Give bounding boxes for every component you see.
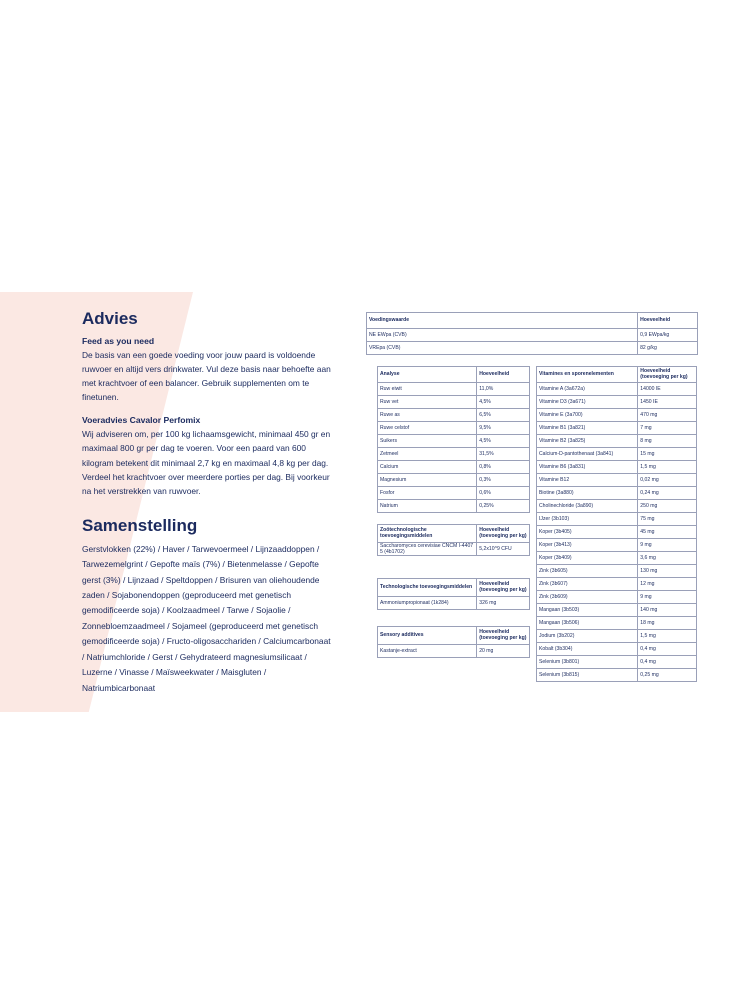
table-header-cell: Hoeveelheid xyxy=(477,367,530,383)
table-row xyxy=(537,565,697,578)
table-row xyxy=(537,591,697,604)
table-row xyxy=(378,461,530,474)
table-value-cell: 1,5 mg xyxy=(638,630,697,643)
analyse-table xyxy=(377,366,530,513)
table-row xyxy=(537,643,697,656)
table-header-cell: Hoeveelheid (toevoeging per kg) xyxy=(638,367,697,383)
table-label-cell: Vitamine B6 (3a831) xyxy=(537,461,638,474)
table-value-cell: 326 mg xyxy=(477,597,530,610)
table-label-cell: Mangaan (3b506) xyxy=(537,617,638,630)
advies-title: Advies xyxy=(82,309,138,328)
table-row xyxy=(537,383,697,396)
table-row xyxy=(537,526,697,539)
table-value-cell: 6,5% xyxy=(477,409,530,422)
table-value-cell: 130 mg xyxy=(638,565,697,578)
table-label-cell: NE EWpa (CVB) xyxy=(367,329,638,342)
table-row xyxy=(378,383,530,396)
table-label-cell: Cholinechloride (3a890) xyxy=(537,500,638,513)
zootechnologisch-header-row xyxy=(378,525,530,543)
table-value-cell: 5,2x10^9 CFU xyxy=(477,543,530,556)
table-label-cell: Ruw vet xyxy=(378,396,477,409)
table-row xyxy=(367,342,698,355)
table-row xyxy=(537,448,697,461)
table-label-cell: Vitamine E (3a700) xyxy=(537,409,638,422)
table-row xyxy=(537,474,697,487)
table-label-cell: Vitamine A (3a672a) xyxy=(537,383,638,396)
table-label-cell: Natrium xyxy=(378,500,477,513)
voedingswaarde-table xyxy=(366,312,698,355)
table-value-cell: 9 mg xyxy=(638,539,697,552)
table-label-cell: Vitamine B1 (3a821) xyxy=(537,422,638,435)
table-row xyxy=(537,396,697,409)
table-label-cell: Selenium (3b815) xyxy=(537,669,638,682)
table-row xyxy=(378,396,530,409)
table-label-cell: Jodium (3b202) xyxy=(537,630,638,643)
table-label-cell: Vitamine B2 (3a825) xyxy=(537,435,638,448)
table-header-cell: Hoeveelheid xyxy=(638,313,698,329)
table-row xyxy=(378,422,530,435)
table-row xyxy=(537,669,697,682)
samenstelling-title: Samenstelling xyxy=(82,515,198,535)
table-label-cell: Saccharomyces cerevisiae CNCM I-4407 5 (4b1702) xyxy=(378,543,477,556)
table-row xyxy=(537,500,697,513)
feed-text: De basis van een goede voeding voor jouw paard is voldoende ruwvoer en altijd vers drinkwater. Vul deze basis naar behoefte aan met krachtvoer of een balancer. Gebruik supplementen om te finetunen. xyxy=(82,350,331,403)
table-label-cell: Calcium-D-pantothenaat (3a841) xyxy=(537,448,638,461)
table-value-cell: 82 g/kg xyxy=(638,342,698,355)
table-label-cell: Zink (3b605) xyxy=(537,565,638,578)
samenstelling-text: Gerstvlokken (22%) / Haver / Tarwevoermeel / Lijnzaaddoppen / Tarwezemelgrint / Gepofte maïs (7%) / Bietenmelasse / Gepofte gerst (3%) / Lijnzaad / Speltdoppen / Brisuren van oliehoudende zaden / Sojabonendoppen (geproduceerd met genetisch gemodificeerde soja) / Koolzaadmeel / Tarwe / Sojaolie / Zonnebloemzaadmeel / Sojameel (geproduceerd met genetisch gemodificeerde soja) / Fructo-oligosacchariden / Calciumcarbonaat / Natriumchloride / Gerst / Gehydrateerd magnesiumsilicaat / Luzerne / Vinasse / Maïsweekwater / Maisgluten / Natriumbicarbonaat xyxy=(82,543,331,693)
table-value-cell: 9,5% xyxy=(477,422,530,435)
table-value-cell: 1,5 mg xyxy=(638,461,697,474)
table-value-cell: 8 mg xyxy=(638,435,697,448)
table-header-cell: Vitamines en sporenelementen xyxy=(537,367,638,383)
table-value-cell: 45 mg xyxy=(638,526,697,539)
table-value-cell: 0,25% xyxy=(477,500,530,513)
table-label-cell: Fosfor xyxy=(378,487,477,500)
table-row xyxy=(537,487,697,500)
table-value-cell: 0,25 mg xyxy=(638,669,697,682)
table-row xyxy=(537,617,697,630)
table-row xyxy=(378,543,530,556)
table-value-cell: 0,4 mg xyxy=(638,643,697,656)
table-label-cell: Koper (3b409) xyxy=(537,552,638,565)
voeradvies-heading: Voeradvies Cavalor Perfomix xyxy=(82,415,201,426)
table-value-cell: 0,6% xyxy=(477,487,530,500)
table-value-cell: 7 mg xyxy=(638,422,697,435)
table-label-cell: Calcium xyxy=(378,461,477,474)
table-label-cell: Koper (3b405) xyxy=(537,526,638,539)
table-value-cell: 140 mg xyxy=(638,604,697,617)
table-row xyxy=(537,552,697,565)
table-row xyxy=(378,474,530,487)
voedingswaarde-header-row xyxy=(367,313,698,329)
table-label-cell: Zink (3b607) xyxy=(537,578,638,591)
table-label-cell: Vitamine B12 xyxy=(537,474,638,487)
analyse-header-row xyxy=(378,367,530,383)
table-header-cell: Hoeveelheid (toevoeging per kg) xyxy=(477,579,530,597)
table-row xyxy=(537,513,697,526)
table-value-cell: 11,0% xyxy=(477,383,530,396)
table-label-cell: Biotine (3a880) xyxy=(537,487,638,500)
sensory-table xyxy=(377,626,530,658)
table-row xyxy=(537,422,697,435)
table-header-cell: Analyse xyxy=(378,367,477,383)
table-row xyxy=(378,597,530,610)
table-value-cell: 0,4 mg xyxy=(638,656,697,669)
technologisch-table xyxy=(377,578,530,610)
table-label-cell: Ruwe as xyxy=(378,409,477,422)
table-label-cell: Vitamine D3 (3a671) xyxy=(537,396,638,409)
table-value-cell: 18 mg xyxy=(638,617,697,630)
table-value-cell: 0,02 mg xyxy=(638,474,697,487)
table-value-cell: 20 mg xyxy=(477,645,530,658)
table-label-cell: VREpa (CVB) xyxy=(367,342,638,355)
table-row xyxy=(537,578,697,591)
table-value-cell: 0,3% xyxy=(477,474,530,487)
table-header-cell: Hoeveelheid (toevoeging per kg) xyxy=(477,525,530,543)
feed-heading: Feed as you need xyxy=(82,336,155,346)
table-row xyxy=(537,435,697,448)
table-row xyxy=(537,630,697,643)
table-value-cell: 15 mg xyxy=(638,448,697,461)
vitamines-table xyxy=(536,366,697,682)
table-label-cell: Mangaan (3b503) xyxy=(537,604,638,617)
table-header-cell: Sensory additives xyxy=(378,627,477,645)
table-row xyxy=(378,645,530,658)
table-label-cell: Ammoniumpropionaat (1k284) xyxy=(378,597,477,610)
table-value-cell: 4,5% xyxy=(477,435,530,448)
table-label-cell: Suikers xyxy=(378,435,477,448)
table-value-cell: 3,6 mg xyxy=(638,552,697,565)
table-row xyxy=(378,487,530,500)
table-value-cell: 9 mg xyxy=(638,591,697,604)
table-row xyxy=(537,656,697,669)
table-row xyxy=(367,329,698,342)
table-value-cell: 31,5% xyxy=(477,448,530,461)
table-header-cell: Hoeveelheid (toevoeging per kg) xyxy=(477,627,530,645)
table-label-cell: Zink (3b609) xyxy=(537,591,638,604)
table-label-cell: Kobalt (3b304) xyxy=(537,643,638,656)
table-label-cell: Selenium (3b801) xyxy=(537,656,638,669)
table-header-cell: Voedingswaarde xyxy=(367,313,638,329)
table-label-cell: Zetmeel xyxy=(378,448,477,461)
table-header-cell: Zoötechnologische toevoegingsmiddelen xyxy=(378,525,477,543)
left-column xyxy=(82,307,332,696)
zootechnologisch-table xyxy=(377,524,530,556)
table-value-cell: 14000 IE xyxy=(638,383,697,396)
sensory-header-row xyxy=(378,627,530,645)
table-value-cell: 1450 IE xyxy=(638,396,697,409)
table-row xyxy=(537,461,697,474)
vitamines-header-row xyxy=(537,367,697,383)
table-label-cell: Koper (3b413) xyxy=(537,539,638,552)
table-row xyxy=(537,539,697,552)
voeradvies-text: Wij adviseren om, per 100 kg lichaamsgewicht, minimaal 450 gr en maximaal 800 gr per dag te voeren. Voor een paard van 600 kilogram betekent dit minimaal 2,7 kg en maximaal 4,8 kg per dag. Verdeel het krachtvoer over meerdere porties per dag. Bij voorkeur na het verstrekken van ruwvoer. xyxy=(82,429,331,496)
table-label-cell: Magnesium xyxy=(378,474,477,487)
table-row xyxy=(378,435,530,448)
table-label-cell: Ruw eiwit xyxy=(378,383,477,396)
table-row xyxy=(378,500,530,513)
table-value-cell: 4,5% xyxy=(477,396,530,409)
table-label-cell: IJzer (3b103) xyxy=(537,513,638,526)
table-value-cell: 250 mg xyxy=(638,500,697,513)
table-label-cell: Ruwe celstof xyxy=(378,422,477,435)
table-value-cell: 0,9 EWpa/kg xyxy=(638,329,698,342)
table-value-cell: 0,8% xyxy=(477,461,530,474)
table-value-cell: 0,24 mg xyxy=(638,487,697,500)
technologisch-header-row xyxy=(378,579,530,597)
table-value-cell: 470 mg xyxy=(638,409,697,422)
table-row xyxy=(378,448,530,461)
table-header-cell: Technologische toevoegingsmiddelen xyxy=(378,579,477,597)
table-row xyxy=(378,409,530,422)
table-row xyxy=(537,409,697,422)
table-row xyxy=(537,604,697,617)
table-value-cell: 12 mg xyxy=(638,578,697,591)
table-label-cell: Kastanje-extract xyxy=(378,645,477,658)
table-value-cell: 75 mg xyxy=(638,513,697,526)
